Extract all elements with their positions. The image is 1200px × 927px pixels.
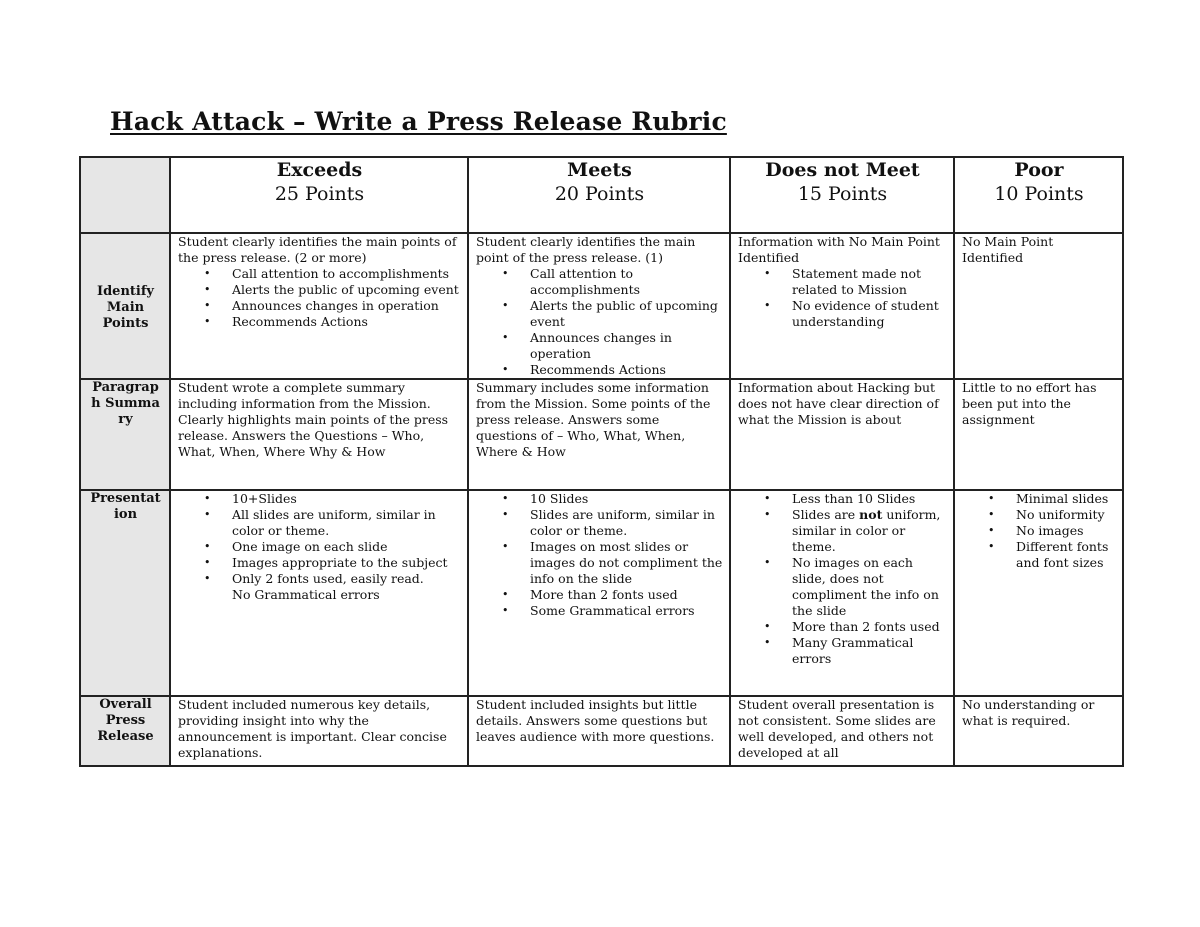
rubric-table [79, 156, 1124, 767]
list-item: • Many Grammatical errors [792, 635, 947, 667]
list-item: • More than 2 fonts used [792, 619, 947, 635]
rubric-cell [468, 490, 730, 696]
bullet-list [178, 266, 461, 330]
level-header-does-not-meet [730, 157, 954, 233]
bullet-list [476, 266, 723, 378]
rubric-cell [954, 490, 1123, 696]
level-name: Exceeds [276, 159, 363, 181]
rubric-cell [730, 696, 954, 766]
rubric-cell [170, 233, 468, 379]
list-item: • Announces changes in operation [530, 330, 723, 362]
row-label [80, 490, 170, 696]
list-item: • One image on each slide [232, 539, 461, 555]
rubric-cell [468, 379, 730, 490]
list-item: • Recommends Actions [232, 314, 461, 330]
list-item: • More than 2 fonts used [530, 587, 723, 603]
list-item: • Alerts the public of upcoming event [232, 282, 461, 298]
list-item: • No evidence of student understanding [792, 298, 947, 330]
row-label-text: Identify Main Points [97, 284, 154, 331]
list-item: • Different fonts and font sizes [1016, 539, 1116, 571]
list-item: • No images [1016, 523, 1116, 539]
list-item-text: uniform, similar in color or theme. [792, 507, 941, 554]
list-item: • Announces changes in operation [232, 298, 461, 314]
list-item: • Images on most slides or images do not compliment the info on the slide [530, 539, 723, 587]
rubric-cell [954, 379, 1123, 490]
cell-text: Student overall presentation is not consistent. Some slides are well developed, and others not developed at all [738, 697, 936, 760]
cell-text: Information about Hacking but does not have clear direction of what the Mission is about [738, 380, 939, 427]
list-item-text: Slides are [792, 507, 856, 522]
row-label-text: Presentation [90, 491, 161, 522]
rubric-cell [954, 233, 1123, 379]
rubric-cell [730, 490, 954, 696]
level-header-exceeds [170, 157, 468, 233]
list-item: • Some Grammatical errors [530, 603, 723, 619]
bullet-list [476, 491, 723, 619]
row-label-text: Overall Press Release [97, 697, 154, 744]
list-item: • Call attention to accomplishments [530, 266, 723, 298]
rubric-cell [468, 233, 730, 379]
table-row [80, 379, 1123, 490]
cell-intro: Student clearly identifies the main point of the press release. (1) [476, 234, 696, 265]
cell-intro: Student clearly identifies the main points of the press release. (2 or more) [178, 234, 457, 265]
bullet-list [178, 491, 461, 587]
list-item: • Only 2 fonts used, easily read. [232, 571, 461, 587]
rubric-cell [954, 696, 1123, 766]
cell-text: No understanding or what is required. [962, 697, 1095, 728]
list-item: • Minimal slides [1016, 491, 1116, 507]
list-item: • 10+Slides [232, 491, 461, 507]
bullet-list [738, 491, 947, 667]
emphasis-text: not [859, 507, 883, 522]
rubric-cell [468, 696, 730, 766]
list-item: • Call attention to accomplishments [232, 266, 461, 282]
level-points: 20 Points [554, 183, 645, 205]
cell-text: Student included insights but little details. Answers some questions but leaves audience with more questions. [476, 697, 715, 744]
table-row [80, 490, 1123, 696]
cell-intro: No Main Point Identified [962, 234, 1054, 265]
corner-cell [80, 157, 170, 233]
level-header-meets [468, 157, 730, 233]
list-item: • Recommends Actions [530, 362, 723, 378]
level-points: 10 Points [994, 183, 1084, 205]
list-item: • No images on each slide, does not compliment the info on the slide [792, 555, 947, 619]
level-name: Meets [567, 159, 632, 181]
list-item: • Less than 10 Slides [792, 491, 947, 507]
level-points: 15 Points [797, 183, 888, 205]
row-label-text: Paragraph Summary [91, 380, 160, 427]
cell-text: Student wrote a complete summary including information from the Mission. Clearly highlights main points of the press release. Answers the Questions – Who, What, When, Where Why & How [178, 380, 449, 459]
list-item: • Alerts the public of upcoming event [530, 298, 723, 330]
table-row [80, 696, 1123, 766]
level-name: Poor [1014, 159, 1064, 181]
cell-intro: Information with No Main Point Identified [738, 234, 940, 265]
bullet-list [962, 491, 1116, 571]
list-item: • Images appropriate to the subject [232, 555, 461, 571]
bullet-list [738, 266, 947, 330]
rubric-cell [730, 379, 954, 490]
row-label [80, 696, 170, 766]
list-item [792, 507, 947, 555]
table-header-row [80, 157, 1123, 233]
cell-text: Summary includes some information from the Mission. Some points of the press release. Answers some questions of – Who, What, When, Where & How [476, 380, 711, 459]
row-label [80, 379, 170, 490]
cell-text: Student included numerous key details, providing insight into why the announcement is important. Clear concise explanations. [178, 697, 447, 760]
list-item: • Statement made not related to Mission [792, 266, 947, 298]
list-item: • 10 Slides [530, 491, 723, 507]
level-name: Does not Meet [765, 159, 920, 181]
level-header-poor [954, 157, 1123, 233]
rubric-cell [730, 233, 954, 379]
page-title: Hack Attack – Write a Press Release Rubric [110, 107, 727, 136]
rubric-cell [170, 379, 468, 490]
cell-text: Little to no effort has been put into the assignment [962, 380, 1097, 427]
table-row [80, 233, 1123, 379]
list-item: • No uniformity [1016, 507, 1116, 523]
list-item: • Slides are uniform, similar in color or theme. [530, 507, 723, 539]
rubric-cell [170, 696, 468, 766]
list-item: • All slides are uniform, similar in color or theme. [232, 507, 461, 539]
level-points: 25 Points [274, 183, 365, 205]
row-label [80, 233, 170, 379]
cell-trailing-text: No Grammatical errors [232, 587, 380, 602]
rubric-cell [170, 490, 468, 696]
